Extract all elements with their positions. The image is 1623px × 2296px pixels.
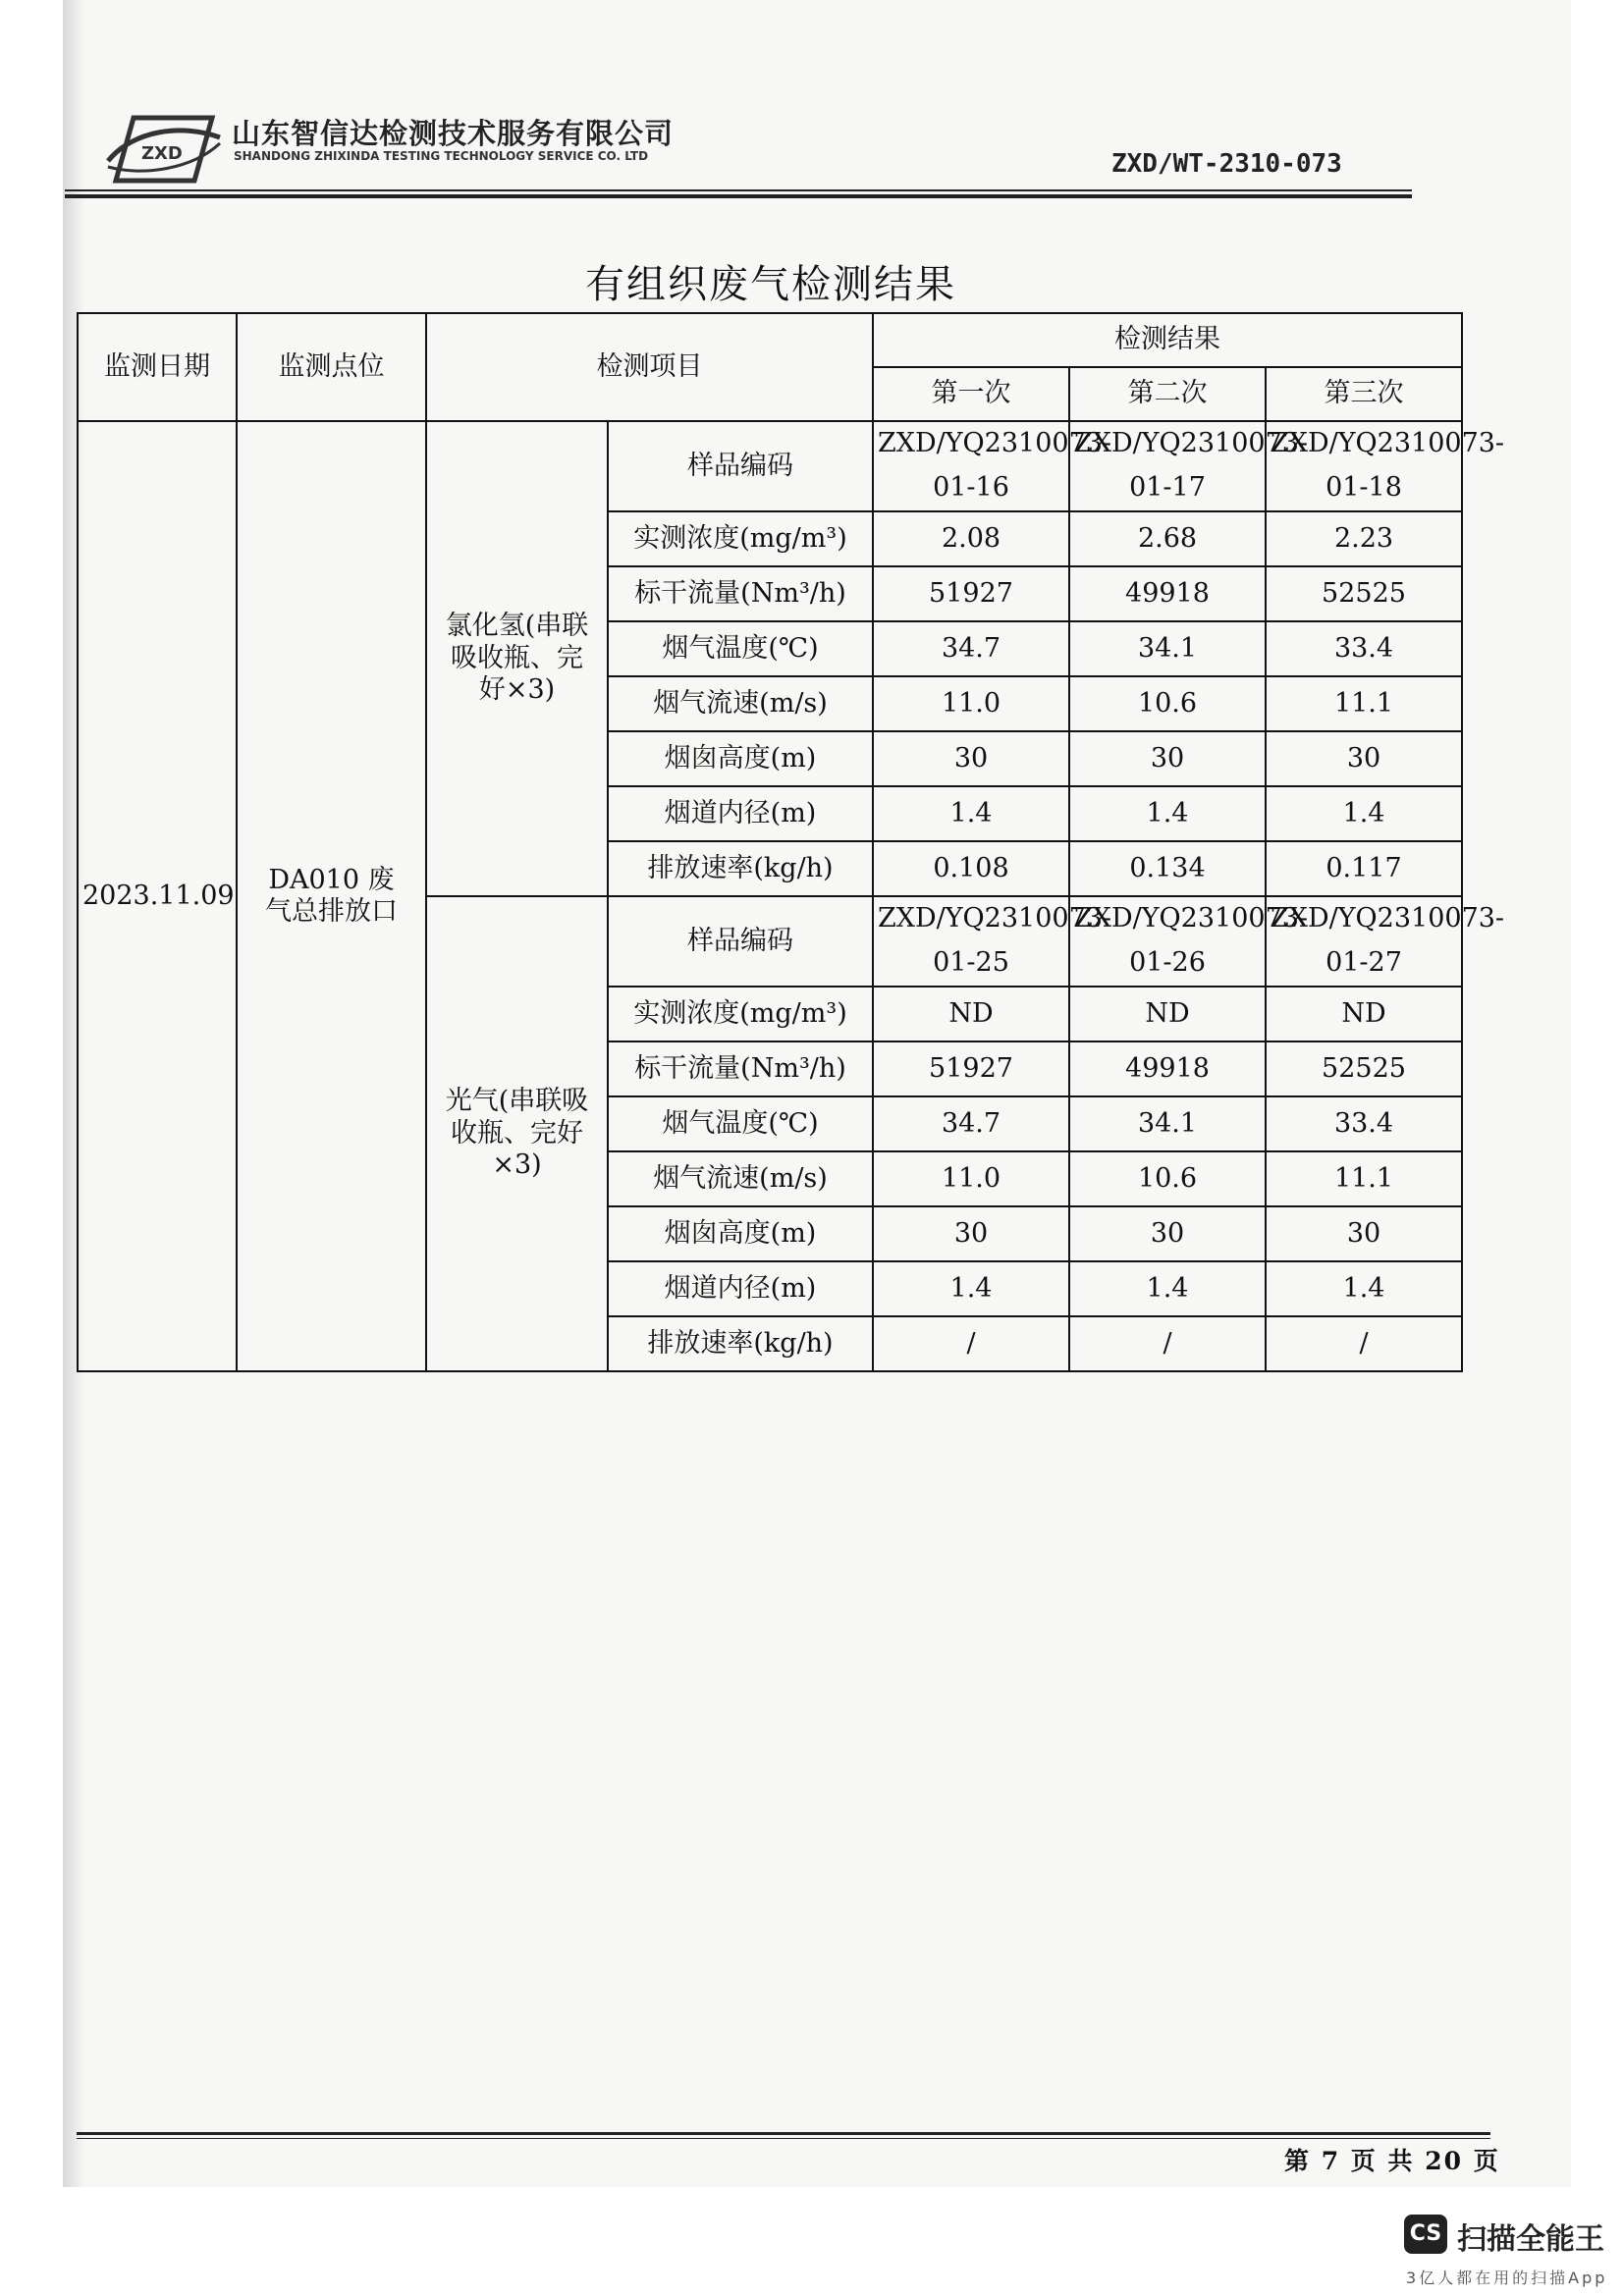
row-label: 烟道内径(m) [608, 1261, 873, 1316]
value-cell: 34.1 [1069, 1096, 1266, 1151]
value-cell: ZXD/YQ2310073-01-27 [1266, 896, 1462, 987]
footer-rule-thick [77, 2132, 1490, 2135]
value-cell: 0.117 [1266, 841, 1462, 896]
value-cell: ZXD/YQ2310073-01-26 [1069, 896, 1266, 987]
row-label: 烟气流速(m/s) [608, 1151, 873, 1206]
row-label: 样品编码 [608, 421, 873, 511]
header-location: 监测点位 [237, 313, 426, 421]
value-cell: 1.4 [873, 1261, 1069, 1316]
value-cell: 30 [1069, 731, 1266, 786]
value-cell: ND [1266, 987, 1462, 1041]
value-cell: 1.4 [1266, 786, 1462, 841]
value-cell: 52525 [1266, 566, 1462, 621]
value-cell: 2.23 [1266, 511, 1462, 566]
logo-text: ZXD [141, 143, 183, 164]
header-item: 检测项目 [426, 313, 873, 421]
company-name-en: SHANDONG ZHIXINDA TESTING TECHNOLOGY SERVICE CO. LTD [234, 149, 649, 163]
value-cell: 51927 [873, 566, 1069, 621]
scanner-app-tagline: 3亿人都在用的扫描App [1406, 2269, 1608, 2287]
value-cell: 49918 [1069, 566, 1266, 621]
value-cell: 2.68 [1069, 511, 1266, 566]
footer-rule-thin [77, 2138, 1490, 2139]
row-label: 排放速率(kg/h) [608, 1316, 873, 1371]
row-label: 烟气温度(℃) [608, 1096, 873, 1151]
value-cell: 51927 [873, 1041, 1069, 1096]
value-cell: ZXD/YQ2310073-01-16 [873, 421, 1069, 511]
value-cell: / [873, 1316, 1069, 1371]
monitoring-location: DA010 废气总排放口 [237, 421, 426, 1371]
page-title: 有组织废气检测结果 [585, 262, 956, 307]
value-cell: 10.6 [1069, 1151, 1266, 1206]
value-cell: 11.1 [1266, 1151, 1462, 1206]
value-cell: 52525 [1266, 1041, 1462, 1096]
value-cell: / [1069, 1316, 1266, 1371]
row-label: 实测浓度(mg/m³) [608, 987, 873, 1041]
value-cell: ND [873, 987, 1069, 1041]
value-cell: 30 [873, 731, 1069, 786]
row-label: 烟气流速(m/s) [608, 676, 873, 731]
value-cell: 30 [873, 1206, 1069, 1261]
value-cell: 30 [1069, 1206, 1266, 1261]
value-cell: ZXD/YQ2310073-01-18 [1266, 421, 1462, 511]
row-label: 样品编码 [608, 896, 873, 987]
item-group-name: 氯化氢(串联吸收瓶、完好×3) [426, 421, 608, 896]
company-logo [104, 110, 224, 188]
value-cell: ZXD/YQ2310073-01-25 [873, 896, 1069, 987]
value-cell: 49918 [1069, 1041, 1266, 1096]
value-cell: 10.6 [1069, 676, 1266, 731]
row-label: 烟道内径(m) [608, 786, 873, 841]
document-number: ZXD/WT-2310-073 [1111, 149, 1342, 179]
row-label: 烟囱高度(m) [608, 1206, 873, 1261]
header-run-3: 第三次 [1266, 367, 1462, 421]
value-cell: 34.7 [873, 1096, 1069, 1151]
header-rule-thin [65, 189, 1412, 191]
row-label: 实测浓度(mg/m³) [608, 511, 873, 566]
monitoring-date: 2023.11.09 [78, 421, 237, 1371]
company-name-cn: 山东智信达检测技术服务有限公司 [232, 117, 675, 150]
scanner-app-name: 扫描全能王 [1457, 2222, 1604, 2257]
value-cell: 1.4 [1069, 1261, 1266, 1316]
scanner-app-logo-icon: CS [1404, 2215, 1447, 2254]
value-cell: 34.1 [1069, 621, 1266, 676]
row-label: 排放速率(kg/h) [608, 841, 873, 896]
value-cell: 0.108 [873, 841, 1069, 896]
value-cell: ZXD/YQ2310073-01-17 [1069, 421, 1266, 511]
value-cell: 1.4 [1069, 786, 1266, 841]
value-cell: 0.134 [1069, 841, 1266, 896]
row-label: 标干流量(Nm³/h) [608, 1041, 873, 1096]
header-rule-thick [65, 194, 1412, 198]
value-cell: 33.4 [1266, 621, 1462, 676]
value-cell: / [1266, 1316, 1462, 1371]
value-cell: 30 [1266, 731, 1462, 786]
page-number: 第 7 页 共 20 页 [1284, 2147, 1500, 2175]
results-table [77, 312, 1505, 1372]
header-date: 监测日期 [78, 313, 237, 421]
value-cell: 11.1 [1266, 676, 1462, 731]
table-row [78, 421, 1462, 511]
row-label: 标干流量(Nm³/h) [608, 566, 873, 621]
header-result: 检测结果 [873, 313, 1462, 367]
value-cell: 11.0 [873, 676, 1069, 731]
item-group-name: 光气(串联吸收瓶、完好×3) [426, 896, 608, 1371]
value-cell: 2.08 [873, 511, 1069, 566]
value-cell: 34.7 [873, 621, 1069, 676]
value-cell: 1.4 [873, 786, 1069, 841]
value-cell: 33.4 [1266, 1096, 1462, 1151]
header-run-2: 第二次 [1069, 367, 1266, 421]
value-cell: 30 [1266, 1206, 1462, 1261]
value-cell: 1.4 [1266, 1261, 1462, 1316]
row-label: 烟囱高度(m) [608, 731, 873, 786]
value-cell: ND [1069, 987, 1266, 1041]
header-run-1: 第一次 [873, 367, 1069, 421]
value-cell: 11.0 [873, 1151, 1069, 1206]
row-label: 烟气温度(℃) [608, 621, 873, 676]
